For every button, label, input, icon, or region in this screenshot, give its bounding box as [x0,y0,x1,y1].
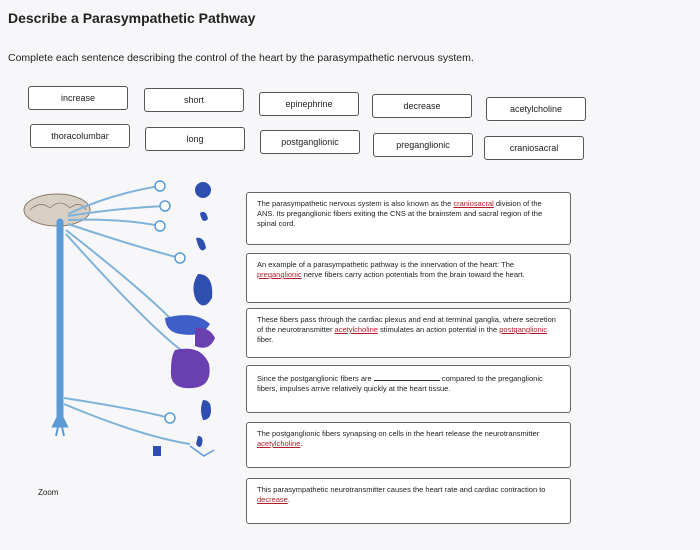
word-chip-craniosacral[interactable]: craniosacral [484,136,584,160]
zoom-label[interactable]: Zoom [38,488,59,497]
word-chip-decrease[interactable]: decrease [372,94,472,118]
word-chip-postganglionic[interactable]: postganglionic [260,130,360,154]
drop-zone-answer-1[interactable]: craniosacral [453,199,494,208]
drop-zone-answer-6[interactable]: decrease [257,495,288,504]
heart-organ [193,274,212,306]
cranial-nerve-fibers [64,186,190,444]
sentence-card-2: An example of a parasympathetic pathway is the innervation of the heart: The preganglionic nerve fibers carry action potentials from the brain toward the heart. [246,253,571,303]
drop-zone-answer-4[interactable]: postganglionic [499,325,548,334]
word-chip-thoracolumbar[interactable]: thoracolumbar [30,124,130,148]
parasympathetic-pathway-diagram [20,178,220,468]
reproductive-organ [153,446,161,456]
sentence-card-5: The postganglionic fibers synapsing on cells in the heart release the neurotransmitter acetylcholine. [246,422,571,468]
word-chip-acetylcholine[interactable]: acetylcholine [486,97,586,121]
eye-organ [195,182,211,198]
salivary-gland-organ [200,212,208,221]
sentence-card-1: The parasympathetic nervous system is also known as the craniosacral division of the ANS. Its preganglionic fibers exiting the CNS at the brainstem and sacral region of the spinal cord. [246,192,571,245]
intestine-organ [171,349,210,389]
word-chip-epinephrine[interactable]: epinephrine [259,92,359,116]
drop-zone-answer-5[interactable]: acetylcholine [257,439,301,448]
drop-zone-empty-blank[interactable] [374,372,440,381]
word-chip-increase[interactable]: increase [28,86,128,110]
instructions-text: Complete each sentence describing the control of the heart by the parasympathetic nervous system. [8,52,474,64]
word-chip-preganglionic[interactable]: preganglionic [373,133,473,157]
spinal-cord [57,222,63,424]
sentence-card-4: Since the postganglionic fibers are compared to the preganglionic fibers, impulses arrive relatively quickly at the heart tissue. [246,365,571,413]
word-chip-short[interactable]: short [144,88,244,112]
page-title: Describe a Parasympathetic Pathway [8,10,256,26]
bladder-organ [201,400,211,420]
word-chip-long[interactable]: long [145,127,245,151]
drop-zone-answer-3[interactable]: acetylcholine [334,325,378,334]
sentence-card-6: This parasympathetic neurotransmitter causes the heart rate and cardiac contraction to decrease. [246,478,571,524]
drop-zone-answer-2[interactable]: preganglionic [257,270,302,279]
sentence-card-3: These fibers pass through the cardiac plexus and end at terminal ganglia, where secretion of the neurotransmitter acetylcholine stimulates an action potential in the postganglionic fiber. [246,308,571,358]
